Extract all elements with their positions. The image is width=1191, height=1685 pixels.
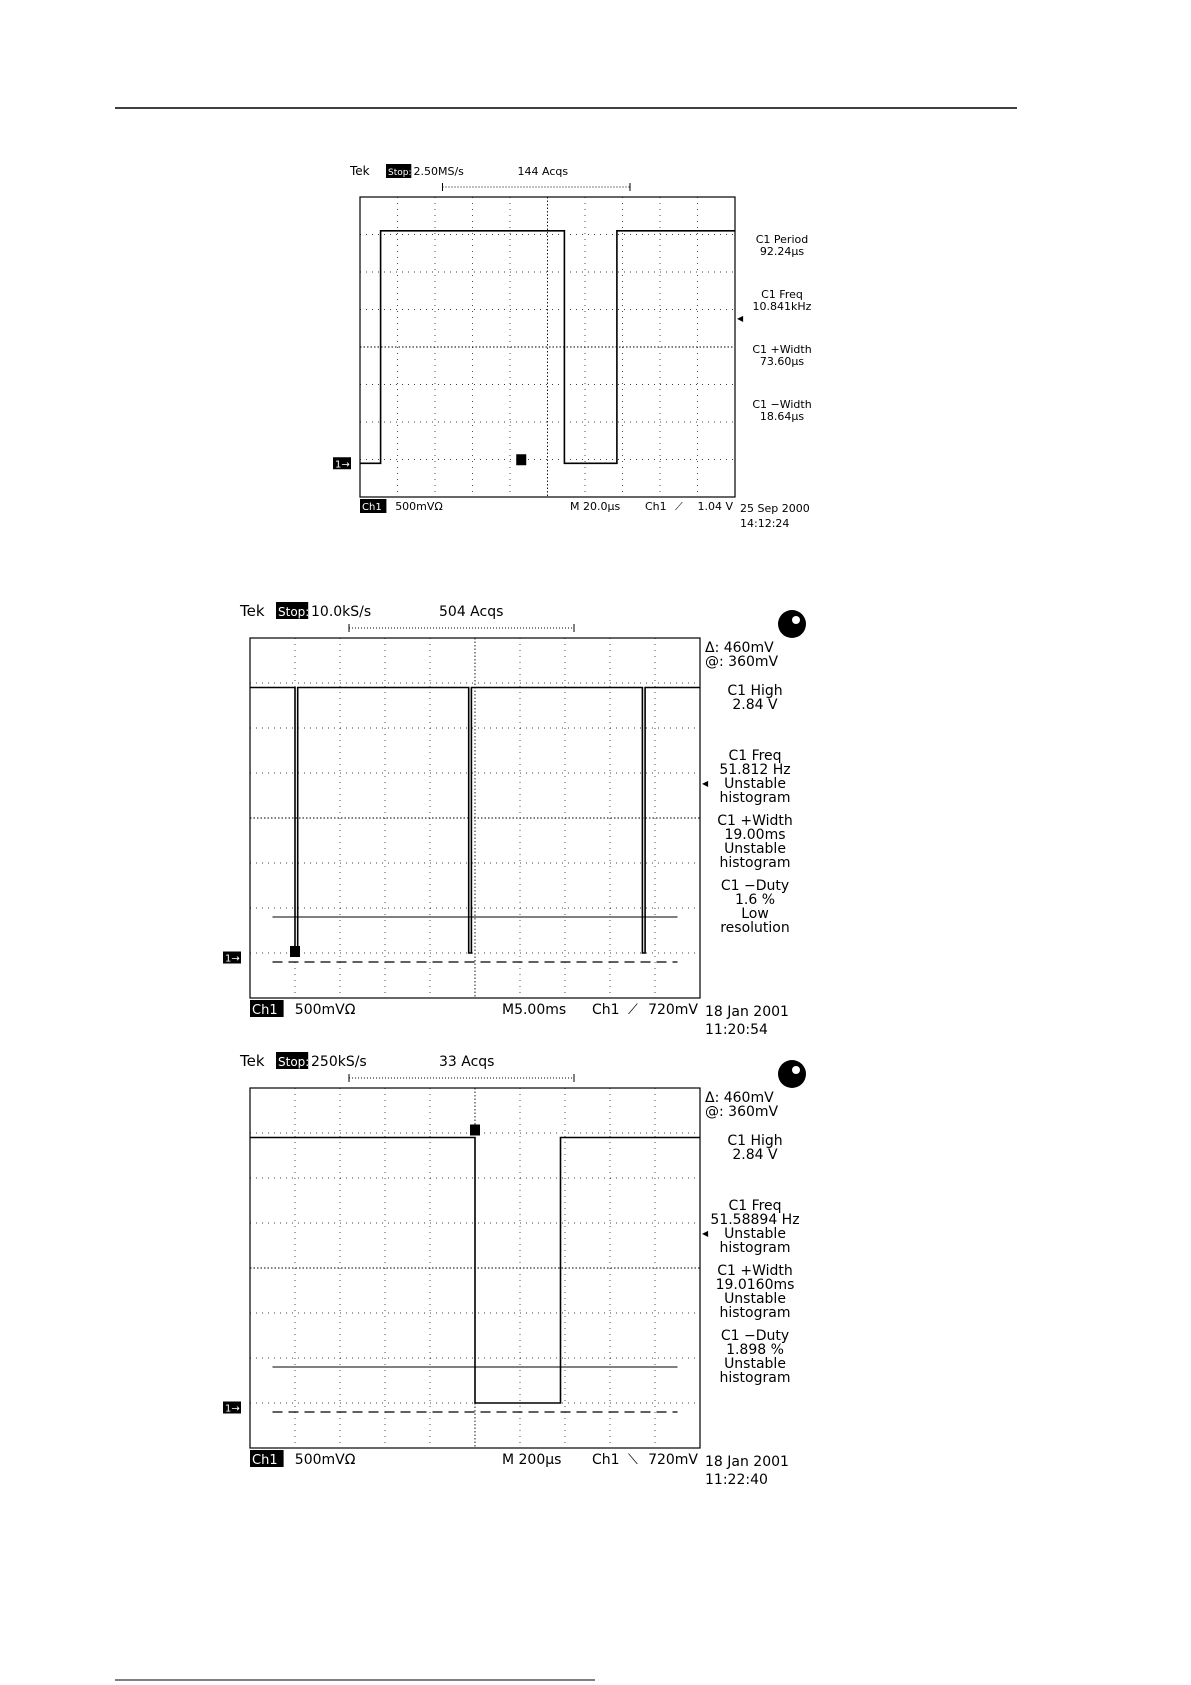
- volts-per-div: 500mVΩ: [294, 1452, 356, 1468]
- capture-time: 11:20:54: [705, 1022, 768, 1038]
- measurement-value: 18.64μs: [759, 410, 805, 423]
- scope-screen-1: [333, 164, 1110, 530]
- channel-badge-label: Ch1: [252, 1453, 278, 1468]
- timebase: M5.00ms: [502, 1002, 567, 1018]
- measurement-value: Low: [741, 906, 769, 922]
- volts-per-div: 500mVΩ: [294, 1002, 356, 1018]
- capture-time: 14:12:24: [740, 517, 790, 530]
- channel-1-marker-label: 1→: [225, 1403, 240, 1415]
- measurement-value: 1.898 %: [726, 1342, 784, 1358]
- header-brand: Tek: [240, 602, 265, 620]
- cursor-readout-line: Δ: 460mV: [705, 640, 774, 656]
- measurement-value: resolution: [720, 920, 790, 936]
- capture-date: 18 Jan 2001: [705, 1004, 789, 1020]
- measurement-value: histogram: [719, 855, 791, 871]
- capture-time: 11:22:40: [705, 1472, 768, 1488]
- trigger-source: Ch1: [592, 1452, 620, 1468]
- measurement-value: 92.24μs: [759, 245, 805, 258]
- measurement-value: 19.00ms: [724, 827, 786, 843]
- trigger-level-arrow: ◀: [737, 314, 744, 323]
- indicator-highlight: [792, 616, 800, 624]
- measurement-value: Unstable: [724, 1226, 786, 1242]
- scope-screen-2: [223, 602, 806, 1038]
- measurement-value: Unstable: [724, 1356, 786, 1372]
- measurement-label: C1 +Width: [752, 343, 812, 356]
- trigger-level-arrow: ◀: [702, 1229, 709, 1238]
- stop-badge-label: Stop:: [278, 605, 310, 619]
- trigger-slope-icon: ⟋: [675, 500, 683, 513]
- trigger-marker: [290, 946, 300, 957]
- trigger-slope-icon: ⟍: [628, 1452, 638, 1468]
- trigger-marker: [470, 1125, 480, 1136]
- measurement-label: C1 Freq: [761, 288, 803, 301]
- volts-per-div: 500mVΩ: [395, 500, 443, 513]
- trigger-level: 720mV: [648, 1002, 698, 1018]
- measurement-value: 73.60μs: [759, 355, 805, 368]
- header-brand: Tek: [240, 1052, 265, 1070]
- capture-date: 25 Sep 2000: [740, 502, 810, 515]
- measurement-value: Unstable: [724, 776, 786, 792]
- capture-date: 18 Jan 2001: [705, 1454, 789, 1470]
- measurement-label: C1 Freq: [728, 748, 782, 764]
- trigger-source: Ch1: [592, 1002, 620, 1018]
- trigger-source: Ch1: [645, 500, 667, 513]
- timebase: M 200μs: [502, 1452, 562, 1468]
- cursor-readout-line: @: 360mV: [705, 1104, 779, 1120]
- measurement-label: C1 High: [727, 683, 783, 699]
- acquisition-count: 504 Acqs: [439, 604, 504, 620]
- header-brand: Tek: [350, 164, 370, 178]
- acquisition-count: 33 Acqs: [439, 1054, 495, 1070]
- measurement-label: C1 Freq: [728, 1198, 782, 1214]
- measurement-value: 19.0160ms: [715, 1277, 795, 1293]
- indicator-highlight: [792, 1066, 800, 1074]
- stop-badge-label: Stop:: [388, 168, 412, 178]
- measurement-value: 51.58894 Hz: [710, 1212, 800, 1228]
- cursor-readout-line: Δ: 460mV: [705, 1090, 774, 1106]
- measurement-label: C1 Period: [755, 233, 809, 246]
- measurement-value: histogram: [719, 790, 791, 806]
- sample-rate: 10.0kS/s: [311, 604, 372, 620]
- waveform-trace: [250, 1138, 700, 1404]
- timebase: M 20.0μs: [570, 500, 621, 513]
- measurement-label: C1 −Duty: [720, 1328, 790, 1344]
- measurement-label: C1 +Width: [717, 813, 793, 829]
- measurement-value: 2.84 V: [732, 697, 778, 713]
- measurement-label: C1 −Duty: [720, 878, 790, 894]
- measurement-value: Unstable: [724, 1291, 786, 1307]
- stop-badge-label: Stop:: [278, 1055, 310, 1069]
- acquisition-indicator-dot: [778, 610, 806, 638]
- trigger-level: 1.04 V: [697, 500, 733, 513]
- measurement-value: histogram: [719, 1240, 791, 1256]
- measurement-value: 51.812 Hz: [719, 762, 791, 778]
- acquisition-indicator-dot: [778, 1060, 806, 1088]
- measurement-value: histogram: [719, 1370, 791, 1386]
- channel-badge-label: Ch1: [252, 1003, 278, 1018]
- measurement-label: C1 High: [727, 1133, 783, 1149]
- acquisition-count: 144 Acqs: [517, 165, 569, 178]
- measurement-value: histogram: [719, 1305, 791, 1321]
- trigger-marker: [516, 454, 526, 465]
- trigger-level-arrow: ◀: [702, 779, 709, 788]
- measurement-value: 10.841kHz: [752, 300, 812, 313]
- measurement-label: C1 −Width: [752, 398, 812, 411]
- channel-1-marker-label: 1→: [335, 459, 350, 471]
- channel-1-marker-label: 1→: [225, 953, 240, 965]
- measurement-value: 1.6 %: [734, 892, 776, 908]
- measurement-value: Unstable: [724, 841, 786, 857]
- measurement-label: C1 +Width: [717, 1263, 793, 1279]
- sample-rate: 250kS/s: [311, 1054, 367, 1070]
- cursor-readout-line: @: 360mV: [705, 654, 779, 670]
- trigger-slope-icon: ⟋: [628, 1002, 638, 1018]
- measurement-value: 2.84 V: [732, 1147, 778, 1163]
- trigger-level: 720mV: [648, 1452, 698, 1468]
- scope-screen-3: [223, 1052, 806, 1488]
- channel-badge-label: Ch1: [362, 502, 382, 513]
- sample-rate: 2.50MS/s: [413, 165, 464, 178]
